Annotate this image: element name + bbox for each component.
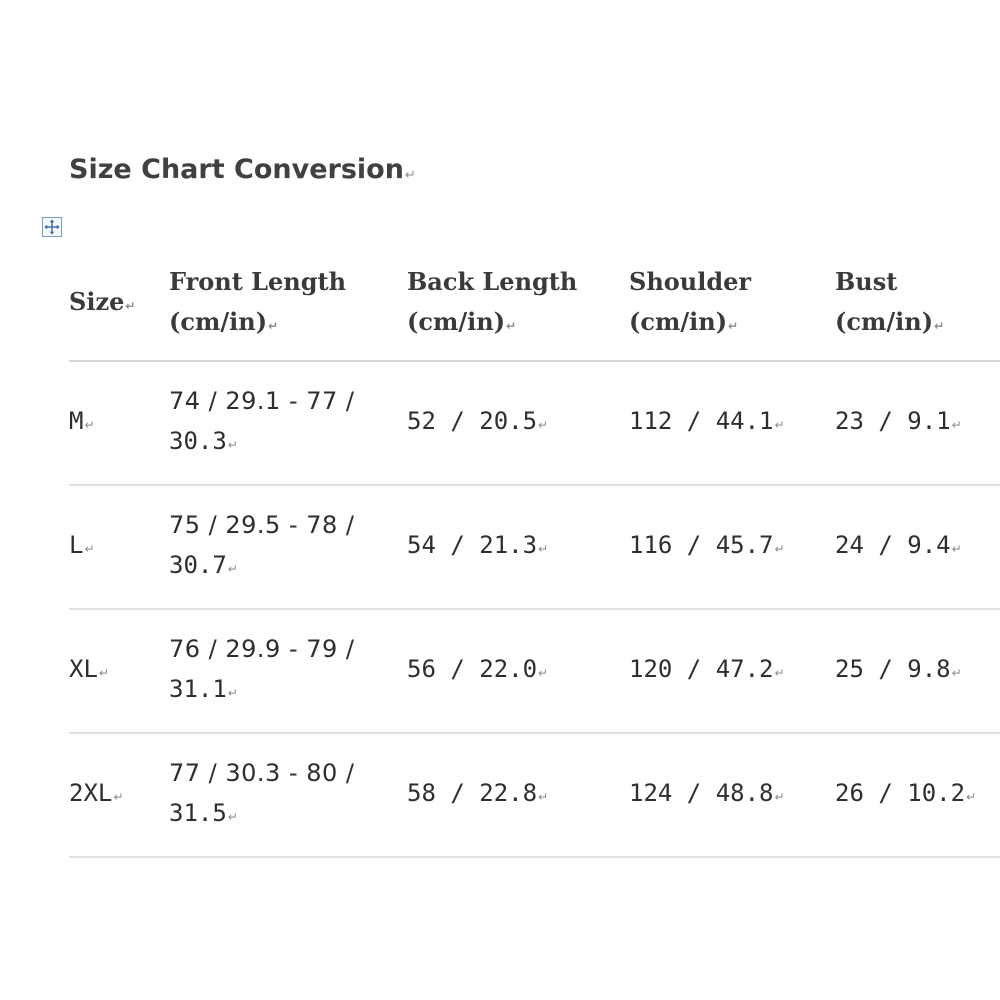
- cell-size: XL↵: [69, 609, 169, 733]
- paragraph-mark-icon: ↵: [404, 168, 416, 183]
- cell-bust: 23 / 9.1↵: [835, 361, 1000, 485]
- cell-size: 2XL↵: [69, 733, 169, 857]
- cell-front-length: 75 / 29.5 - 78 / 30.7↵: [169, 485, 407, 609]
- header-bust: Bust (cm/in)↵: [835, 248, 1000, 361]
- title-text: Size Chart Conversion: [69, 154, 404, 185]
- page-title: [69, 154, 416, 185]
- cell-shoulder: 124 / 48.8↵: [629, 733, 835, 857]
- cell-bust: 25 / 9.8↵: [835, 609, 1000, 733]
- cell-front-length: 76 / 29.9 - 79 / 31.1↵: [169, 609, 407, 733]
- cell-shoulder: 116 / 45.7↵: [629, 485, 835, 609]
- cell-bust: 24 / 9.4↵: [835, 485, 1000, 609]
- cell-front-length: 74 / 29.1 - 77 / 30.3↵: [169, 361, 407, 485]
- table-move-handle-icon[interactable]: [42, 217, 62, 237]
- cell-back-length: 52 / 20.5↵: [407, 361, 629, 485]
- cell-back-length: 58 / 22.8↵: [407, 733, 629, 857]
- cell-size: M↵: [69, 361, 169, 485]
- table-row: [69, 733, 1000, 857]
- move-arrows-icon: [43, 218, 61, 236]
- header-back-length: Back Length (cm/in)↵: [407, 248, 629, 361]
- size-chart-table: [69, 248, 1000, 858]
- header-shoulder: Shoulder (cm/in)↵: [629, 248, 835, 361]
- header-size: Size↵: [69, 248, 169, 361]
- table-header-row: [69, 248, 1000, 361]
- header-front-length: Front Length (cm/in)↵: [169, 248, 407, 361]
- cell-shoulder: 112 / 44.1↵: [629, 361, 835, 485]
- table-row: [69, 609, 1000, 733]
- table-row: [69, 361, 1000, 485]
- cell-back-length: 54 / 21.3↵: [407, 485, 629, 609]
- cell-bust: 26 / 10.2↵: [835, 733, 1000, 857]
- cell-front-length: 77 / 30.3 - 80 / 31.5↵: [169, 733, 407, 857]
- cell-size: L↵: [69, 485, 169, 609]
- table-row: [69, 485, 1000, 609]
- cell-back-length: 56 / 22.0↵: [407, 609, 629, 733]
- cell-shoulder: 120 / 47.2↵: [629, 609, 835, 733]
